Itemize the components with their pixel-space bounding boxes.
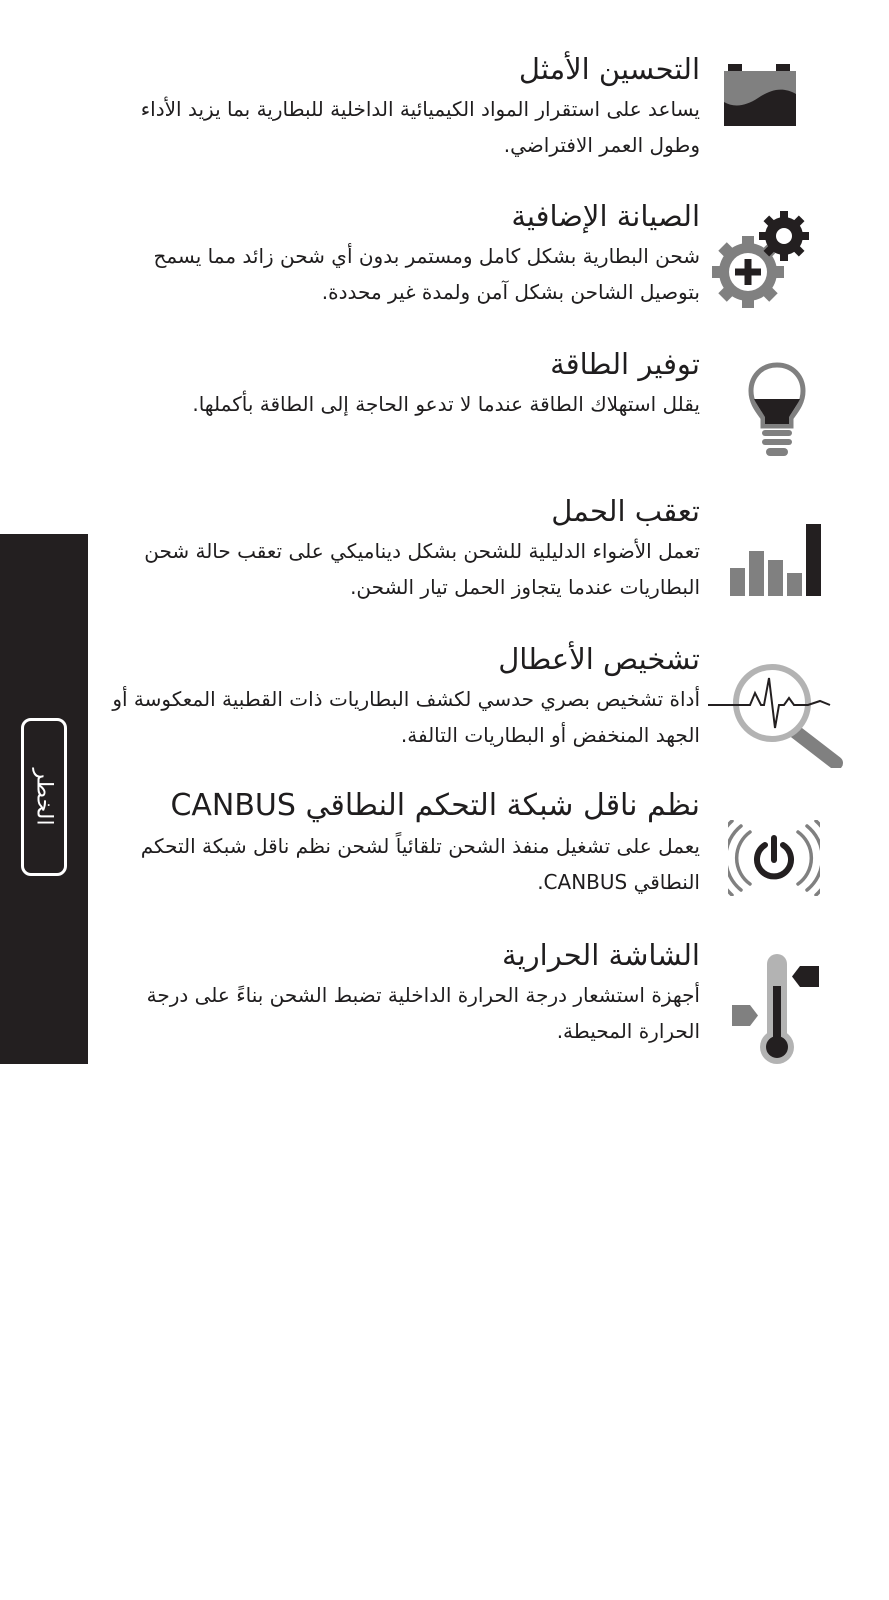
side-tab-label-box[interactable] <box>21 718 67 876</box>
feature-item <box>90 494 700 634</box>
battery-icon <box>722 64 798 126</box>
feature-title: الصيانة الإضافية <box>511 199 700 233</box>
bar-graph-icon <box>730 524 822 596</box>
feature-description: أداة تشخيص بصري حدسي لكشف البطاريات ذات القطبية المعكوسة أو الجهد المنخفض أو البطاريات التالفة. <box>112 687 700 747</box>
feature-item <box>90 789 700 929</box>
feature-title: تعقب الحمل <box>551 494 700 528</box>
feature-item <box>90 347 700 487</box>
feature-title: الشاشة الحرارية <box>502 938 700 972</box>
feature-description: يعمل على تشغيل منفذ الشحن تلقائياً لشحن نظم ناقل شبكة التحكم النطاقي CANBUS. <box>140 834 700 894</box>
feature-description: تعمل الأضواء الدليلية للشحن بشكل ديناميكي على تعقب حالة شحن البطاريات عندما يتجاوز الحمل تيار الشحن. <box>144 539 700 599</box>
feature-item <box>90 938 700 1078</box>
feature-title: توفير الطاقة <box>550 347 700 381</box>
feature-description: أجهزة استشعار درجة الحرارة الداخلية تضبط الشحن بناءً على درجة الحرارة المحيطة. <box>146 983 700 1043</box>
power-signal-icon <box>728 820 820 896</box>
feature-title: نظم ناقل شبكة التحكم النطاقي CANBUS <box>170 788 700 823</box>
feature-description: شحن البطارية بشكل كامل ومستمر بدون أي شحن زائد مما يسمح بتوصيل الشاحن بشكل آمن ولمدة غير محددة. <box>153 244 700 304</box>
magnifier-pulse-icon <box>708 658 846 768</box>
feature-item <box>90 52 700 192</box>
feature-description: يساعد على استقرار المواد الكيميائية الداخلية للبطارية بما يزيد الأداء وطول العمر الافتراضي. <box>140 97 700 157</box>
lightbulb-icon <box>748 362 806 460</box>
feature-item <box>90 199 700 339</box>
feature-title: التحسين الأمثل <box>518 52 700 86</box>
gears-plus-icon <box>712 208 812 308</box>
feature-description: يقلل استهلاك الطاقة عندما لا تدعو الحاجة إلى الطاقة بأكملها. <box>192 392 700 416</box>
thermometer-icon <box>730 950 822 1066</box>
feature-title: تشخيص الأعطال <box>498 642 700 676</box>
side-tab-label: الخطر <box>31 768 57 826</box>
feature-item <box>90 642 700 782</box>
